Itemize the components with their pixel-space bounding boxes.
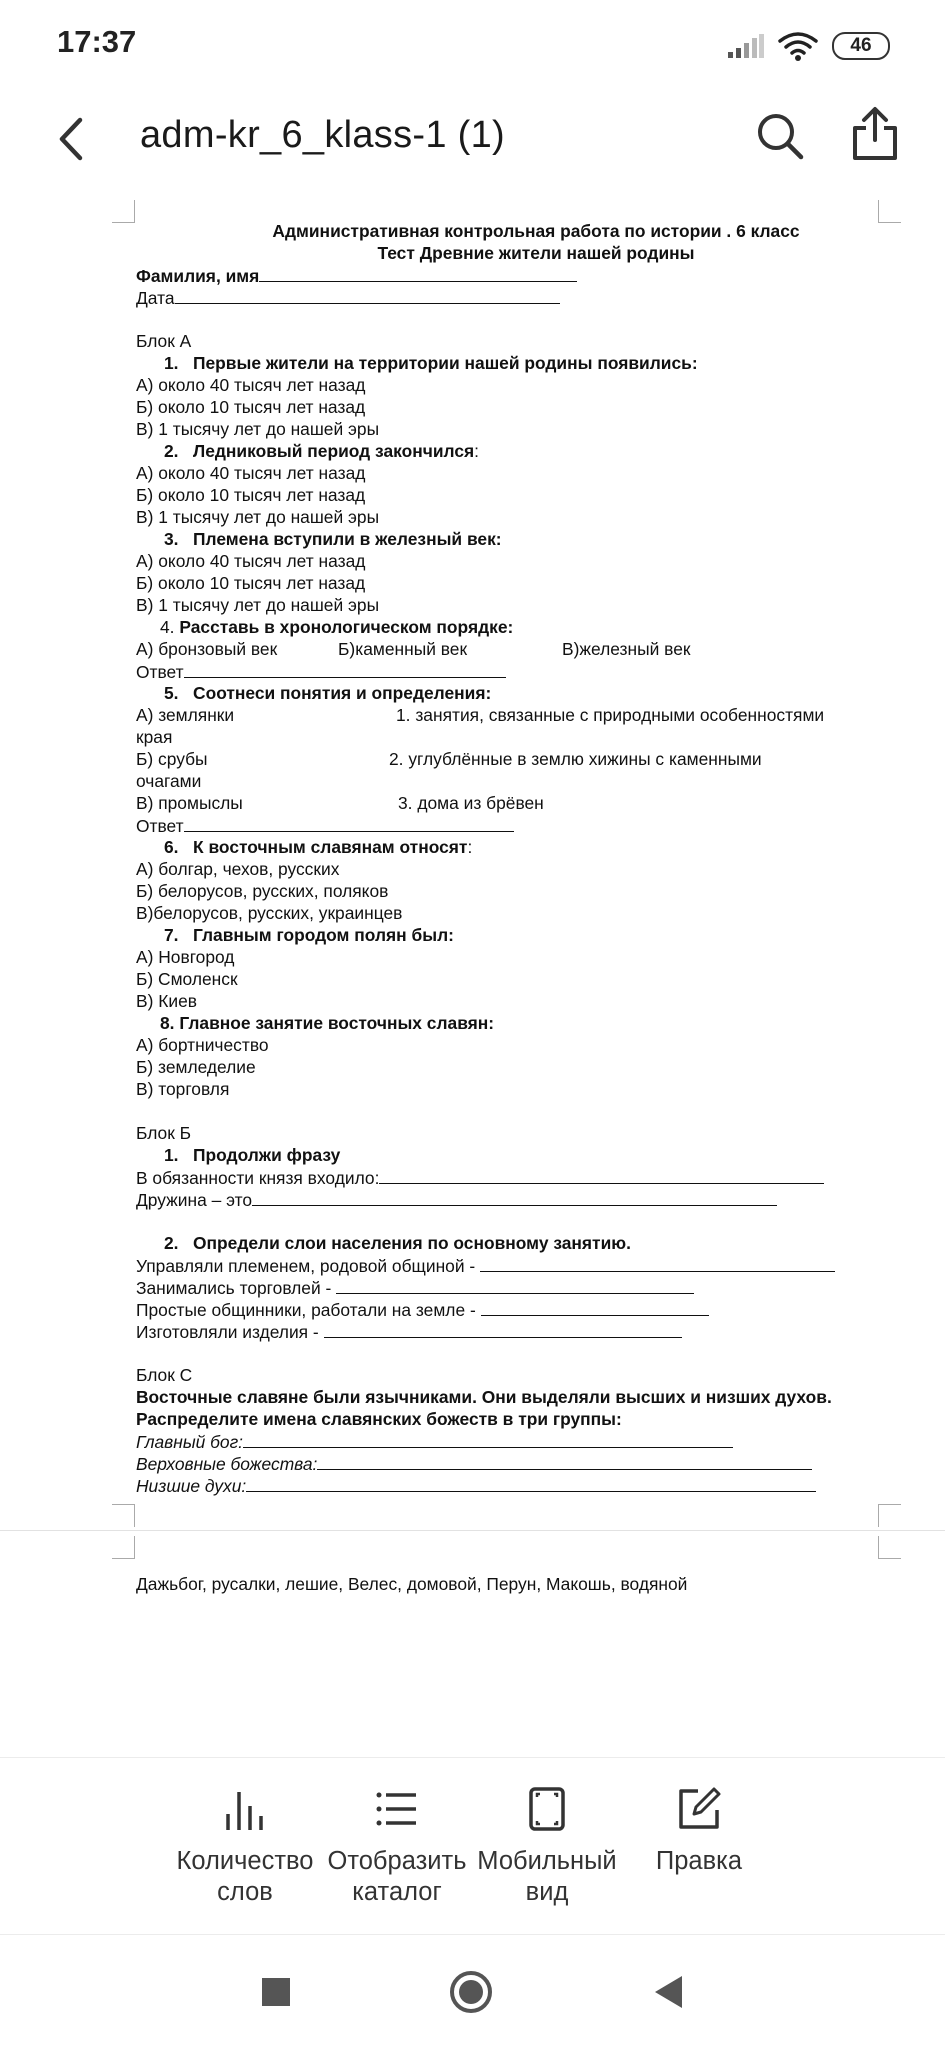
answer-option: Б) около 10 тысяч лет назад [136, 397, 366, 417]
answer-option: А) около 40 тысяч лет назад [136, 375, 366, 395]
answer-option: А) бронзовый век [136, 639, 278, 659]
question-7: 7. Главным городом полян был: [164, 925, 454, 945]
match-row: Б) срубы 2. углублённые в землю хижины с каменными [136, 749, 762, 769]
answer-option: Б) около 10 тысяч лет назад [136, 485, 366, 505]
match-row-wrap: очагами [136, 771, 202, 791]
fill-line: Управляли племенем, родовой общиной - [136, 1254, 896, 1276]
recents-square-icon[interactable] [253, 1969, 299, 2015]
block-a-label: Блок А [136, 331, 192, 351]
block-b-label: Блок Б [136, 1123, 192, 1143]
fill-line: Изготовляли изделия - [136, 1320, 896, 1342]
page-corner-mark [112, 1536, 135, 1559]
page-corner-mark [112, 200, 135, 223]
question-8: 8. Главное занятие восточных славян: [160, 1013, 495, 1033]
page-1-content [136, 220, 896, 1496]
answer-option: Б) земледелие [136, 1057, 256, 1077]
battery-indicator: 46 [832, 32, 890, 60]
tool-label: Количество слов [176, 1847, 314, 1906]
fill-line: Главный бог: [136, 1430, 896, 1452]
mobile-view-button[interactable] [472, 1786, 622, 1908]
fill-line: В обязанности князя входило: [136, 1166, 896, 1188]
back-arrow-icon[interactable] [52, 114, 92, 164]
doc-heading: Административная контрольная работа по истории . 6 класс [272, 221, 800, 241]
answer-option: А) болгар, чехов, русских [136, 859, 340, 879]
fill-line: Низшие духи: [136, 1474, 896, 1496]
match-row-wrap: края [136, 727, 173, 747]
tool-label: Отобразить каталог [327, 1847, 467, 1906]
answer-option: В) 1 тысячу лет до нашей эры [136, 419, 380, 439]
match-row: А) землянки 1. занятия, связанные с природными особенностями [136, 705, 825, 725]
app-header [0, 88, 945, 192]
date-field: Дата [136, 286, 896, 308]
block-c-task: Распределите имена славянских божеств в три группы: [136, 1409, 622, 1429]
mobile-view-icon [524, 1786, 570, 1832]
share-icon[interactable] [850, 106, 900, 162]
answer-option: В)железный век [562, 639, 691, 659]
signal-icon [728, 34, 764, 58]
page-corner-mark [878, 1504, 901, 1527]
answer-option: В) 1 тысячу лет до нашей эры [136, 507, 380, 527]
question-2: 2. Ледниковый период закончился: [164, 441, 479, 461]
block-c-label: Блок С [136, 1365, 193, 1385]
show-catalog-button[interactable] [322, 1786, 472, 1908]
bottom-toolbar [0, 1757, 945, 1935]
wifi-icon [778, 31, 818, 61]
q4-options [136, 638, 896, 660]
answer-option: А) бортничество [136, 1035, 269, 1055]
block-c-text: Восточные славяне были язычниками. Они выделяли высших и низших духов. [136, 1387, 832, 1407]
answer-line: Ответ [136, 660, 896, 682]
question-4: 4. Расставь в хронологическом порядке: [160, 617, 514, 637]
block-b-task-2: 2. Определи слои населения по основному занятию. [164, 1233, 631, 1253]
fill-line: Занимались торговлей - [136, 1276, 896, 1298]
list-icon [374, 1786, 420, 1832]
edit-icon [676, 1786, 722, 1832]
answer-option: В) Киев [136, 991, 197, 1011]
back-triangle-icon[interactable] [646, 1969, 692, 2015]
document-view[interactable] [0, 192, 945, 1757]
page-corner-mark [878, 1536, 901, 1559]
fill-line: Простые общинники, работали на земле - [136, 1298, 896, 1320]
document-title: adm-kr_6_klass-1 (1) [140, 114, 505, 156]
word-count-button[interactable] [170, 1786, 320, 1908]
bar-chart-icon [222, 1786, 268, 1832]
question-1: 1. Первые жители на территории нашей родины появились: [164, 353, 698, 373]
answer-option: Б) около 10 тысяч лет назад [136, 573, 366, 593]
match-row: В) промыслы 3. дома из брёвен [136, 793, 544, 813]
answer-option: Б) Смоленск [136, 969, 238, 989]
status-bar [0, 0, 945, 88]
tool-label: Правка [655, 1847, 743, 1875]
answer-line: Ответ [136, 814, 896, 836]
answer-option: А) около 40 тысяч лет назад [136, 551, 366, 571]
tool-label: Мобильный вид [477, 1847, 617, 1906]
answer-option: А) около 40 тысяч лет назад [136, 463, 366, 483]
answer-option: В) торговля [136, 1079, 230, 1099]
home-circle-icon[interactable] [448, 1969, 494, 2015]
answer-option: В)белорусов, русских, украинцев [136, 903, 403, 923]
edit-button[interactable] [624, 1786, 774, 1877]
question-6: 6. К восточным славянам относят: [164, 837, 473, 857]
search-icon[interactable] [754, 110, 806, 162]
name-field: Фамилия, имя [136, 264, 896, 286]
status-icons [728, 26, 890, 66]
fill-line: Верховные божества: [136, 1452, 896, 1474]
block-b-task-1: 1. Продолжи фразу [164, 1145, 341, 1165]
page-corner-mark [112, 1504, 135, 1527]
question-3: 3. Племена вступили в железный век: [164, 529, 502, 549]
deities-list: Дажьбог, русалки, лешие, Велес, домовой, Перун, Макошь, водяной [136, 1574, 688, 1594]
question-5: 5. Соотнеси понятия и определения: [164, 683, 492, 703]
system-nav-bar [0, 1934, 945, 2049]
status-time: 17:37 [57, 24, 137, 59]
answer-option: А) Новгород [136, 947, 235, 967]
answer-option: В) 1 тысячу лет до нашей эры [136, 595, 380, 615]
doc-subheading: Тест Древние жители нашей родины [377, 243, 695, 263]
page-divider [0, 1530, 945, 1531]
answer-option: Б)каменный век [338, 639, 468, 659]
answer-option: Б) белорусов, русских, поляков [136, 881, 389, 901]
fill-line: Дружина – это [136, 1188, 896, 1210]
